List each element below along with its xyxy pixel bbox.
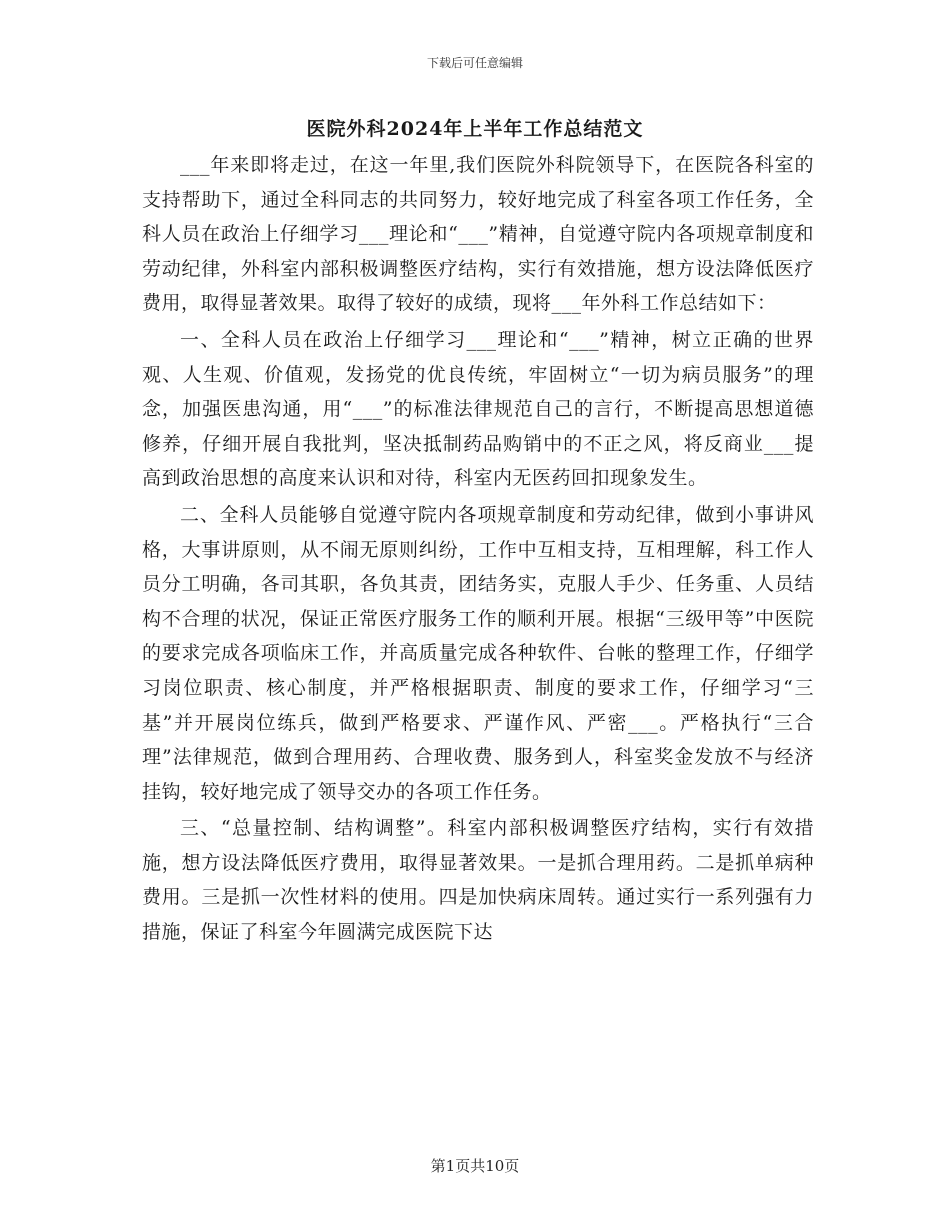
document-title: 医院外科2024年上半年工作总结范文 <box>306 118 644 140</box>
header-note: 下载后可任意编辑 <box>426 56 523 70</box>
document-body <box>142 148 814 950</box>
paragraph-intro: ___年来即将走过，在这一年里,我们医院外科院领导下，在医院各科室的支持帮助下，通过全科同志的共同努力，较好地完成了科室各项工作任务，全科人员在政治上仔细学习___理论和“___”精神，自觉遵守院内各项规章制度和劳动纪律，外科室内部积极调整医疗结构，实行有效措施，想方设法降低医疗费用，取得显著效果。取得了较好的成绩，现将___年外科工作总结如下： <box>142 154 814 315</box>
paragraph-section-2: 二、全科人员能够自觉遵守院内各项规章制度和劳动纪律，做到小事讲风格，大事讲原则，从不闹无原则纠纷，工作中互相支持，互相理解，科工作人员分工明确，各司其职，各负其责，团结务实，克服人手少、任务重、人员结构不合理的状况，保证正常医疗服务工作的顺利开展。根据“三级甲等”中医院的要求完成各项临床工作，并高质量完成各种软件、台帐的整理工作，仔细学习岗位职责、核心制度，并严格根据职责、制度的要求工作，仔细学习“三基”并开展岗位练兵，做到严格要求、严谨作风、严密___。严格执行“三合理”法律规范，做到合理用药、合理收费、服务到人，科室奖金发放不与经济挂钩，较好地完成了领导交办的各项工作任务。 <box>142 503 814 803</box>
paragraph-section-3: 三、“总量控制、结构调整”。科室内部积极调整医疗结构，实行有效措施，想方设法降低医疗费用，取得显著效果。一是抓合理用药。二是抓单病种费用。三是抓一次性材料的使用。四是加快病床周转。通过实行一系列强有力措施，保证了科室今年圆满完成医院下达 <box>142 817 814 944</box>
paragraph-section-1: 一、全科人员在政治上仔细学习___理论和“___”精神，树立正确的世界观、人生观、价值观，发扬党的优良传统，牢固树立“一切为病员服务”的理念，加强医患沟通，用“___”的标准法律规范自己的言行，不断提高思想道德修养，仔细开展自我批判，坚决抵制药品购销中的不正之风，将反商业___提高到政治思想的高度来认识和对待，科室内无医药回扣现象发生。 <box>142 328 814 490</box>
page-footer: 第1页共10页 <box>430 1157 520 1175</box>
